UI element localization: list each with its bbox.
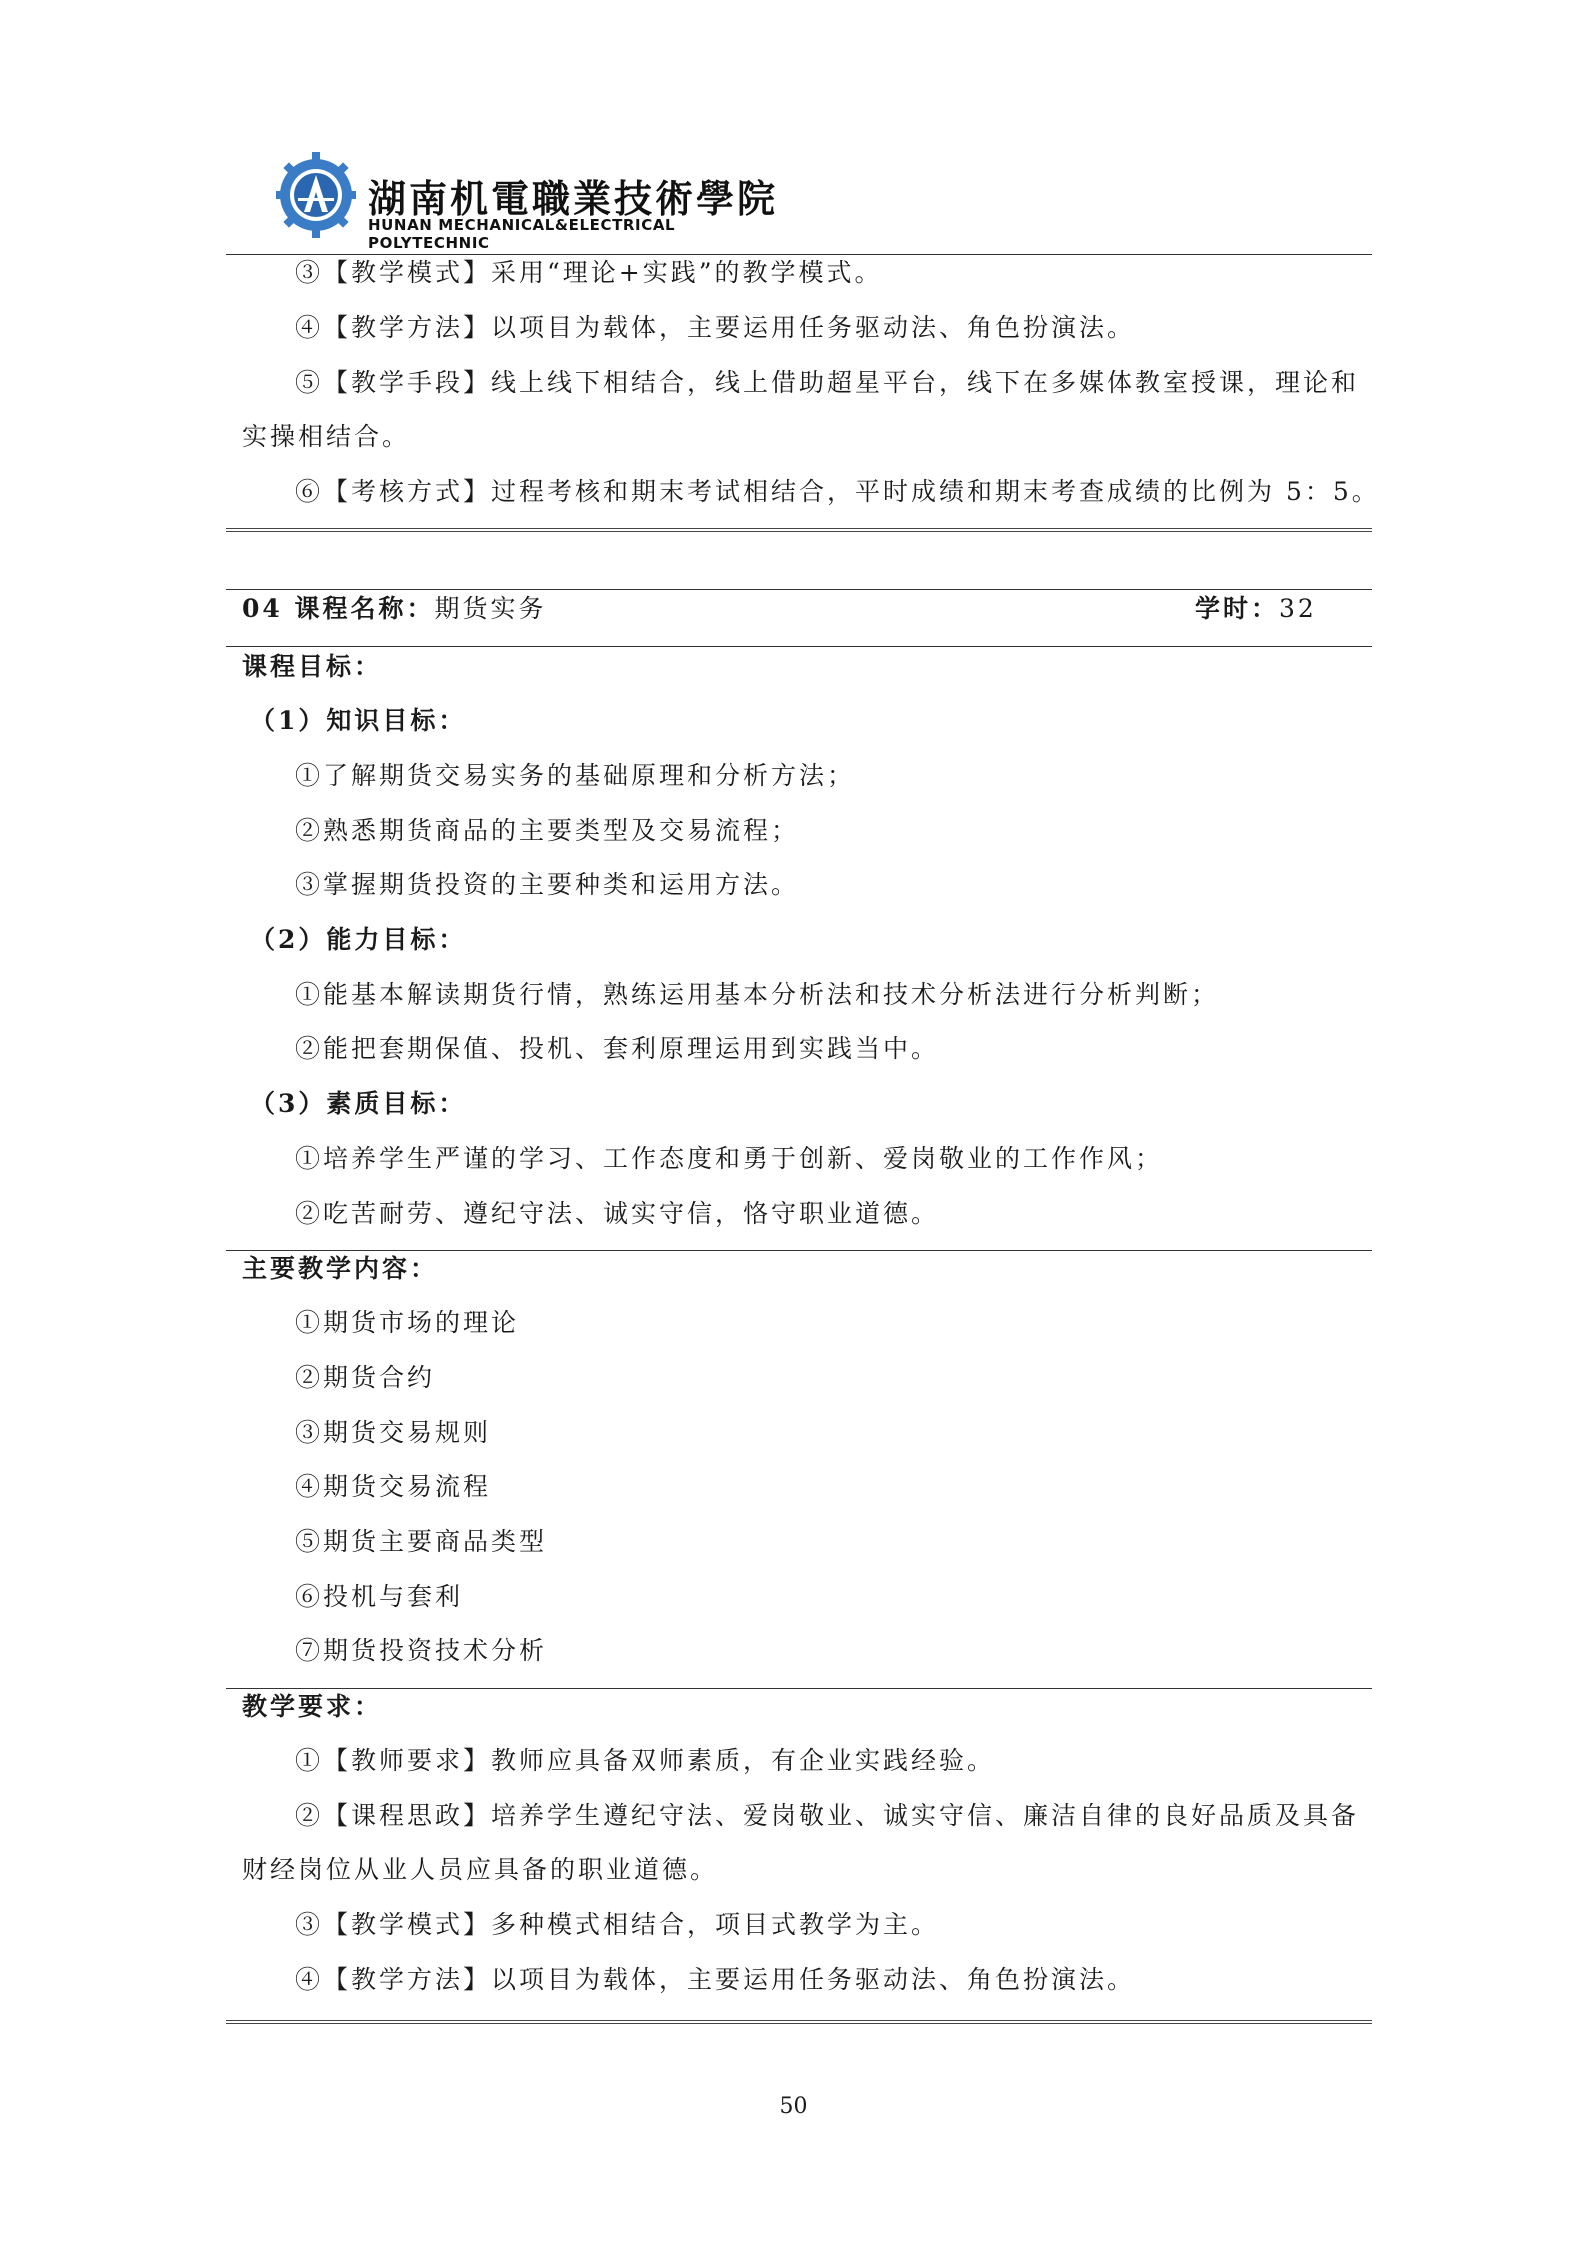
school-logo [276,150,356,240]
course-hours: 32 [1279,594,1317,623]
course-name-row [242,592,547,626]
knowledge-goal-1: ①了解期货交易实务的基础原理和分析方法； [295,761,856,790]
requirements-heading: 教学要求： [242,1692,383,1721]
requirement-ideology-cont: 财经岗位从业人员应具备的职业道德。 [242,1855,719,1884]
bottom-divider [226,2020,1372,2028]
prev-teaching-mode: ③【教学模式】采用“理论+实践”的教学模式。 [295,258,883,287]
content-divider [226,1688,1372,1689]
course-name: 期货实务 [434,594,547,623]
content-item: ⑤期货主要商品类型 [295,1527,548,1556]
knowledge-goal-2: ②熟悉期货商品的主要类型及交易流程； [295,816,800,845]
page-header [276,150,796,252]
content-item: ②期货合约 [295,1363,436,1392]
prev-teaching-means-cont: 实操相结合。 [242,422,411,451]
quality-goal-1: ①培养学生严谨的学习、工作态度和勇于创新、爱岗敬业的工作作风； [295,1144,1164,1173]
prev-teaching-means: ⑤【教学手段】线上线下相结合，线上借助超星平台，线下在多媒体教室授课，理论和 [295,368,1360,397]
quality-goals-heading: （3）素质目标： [250,1089,467,1118]
content-item: ④期货交易流程 [295,1472,492,1501]
school-name-en: HUNAN MECHANICAL&ELECTRICAL POLYTECHNIC [368,216,676,252]
requirement-teacher: ①【教师要求】教师应具备双师素质，有企业实践经验。 [295,1746,996,1775]
prev-assessment: ⑥【考核方式】过程考核和期末考试相结合，平时成绩和期末考查成绩的比例为 5：5。 [295,477,1380,506]
goals-heading: 课程目标： [242,652,383,681]
course-hours-label: 学时： [1195,594,1280,623]
knowledge-goals-heading: （1）知识目标： [250,706,467,735]
knowledge-goal-3: ③掌握期货投资的主要种类和运用方法。 [295,870,800,899]
header-rule [226,254,1372,255]
ability-goals-heading: （2）能力目标： [250,925,467,954]
course-table-top [226,589,1372,590]
prev-teaching-method: ④【教学方法】以项目为载体，主要运用任务驱动法、角色扮演法。 [295,313,1136,342]
requirement-mode: ③【教学模式】多种模式相结合，项目式教学为主。 [295,1910,940,1939]
course-row-divider [226,646,1372,647]
content-item: ⑦期货投资技术分析 [295,1636,548,1665]
quality-goal-2: ②吃苦耐劳、遵纪守法、诚实守信，恪守职业道德。 [295,1199,940,1228]
content-item: ⑥投机与套利 [295,1582,464,1611]
content-item: ①期货市场的理论 [295,1308,520,1337]
page-number: 50 [779,2094,808,2119]
content-heading: 主要教学内容： [242,1254,439,1283]
school-name-cn: 湖南机電職業技術學院 [368,177,779,221]
content-item: ③期货交易规则 [295,1418,492,1447]
section-divider [226,528,1372,536]
ability-goal-2: ②能把套期保值、投机、套利原理运用到实践当中。 [295,1034,940,1063]
course-hours-row [1195,592,1317,626]
requirement-ideology: ②【课程思政】培养学生遵纪守法、爱岗敬业、诚实守信、廉洁自律的良好品质及具备 [295,1801,1360,1830]
ability-goal-1: ①能基本解读期货行情，熟练运用基本分析法和技术分析法进行分析判断； [295,980,1220,1009]
course-name-label: 04 课程名称： [242,594,435,623]
requirement-method: ④【教学方法】以项目为载体，主要运用任务驱动法、角色扮演法。 [295,1965,1136,1994]
goals-divider [226,1250,1372,1251]
